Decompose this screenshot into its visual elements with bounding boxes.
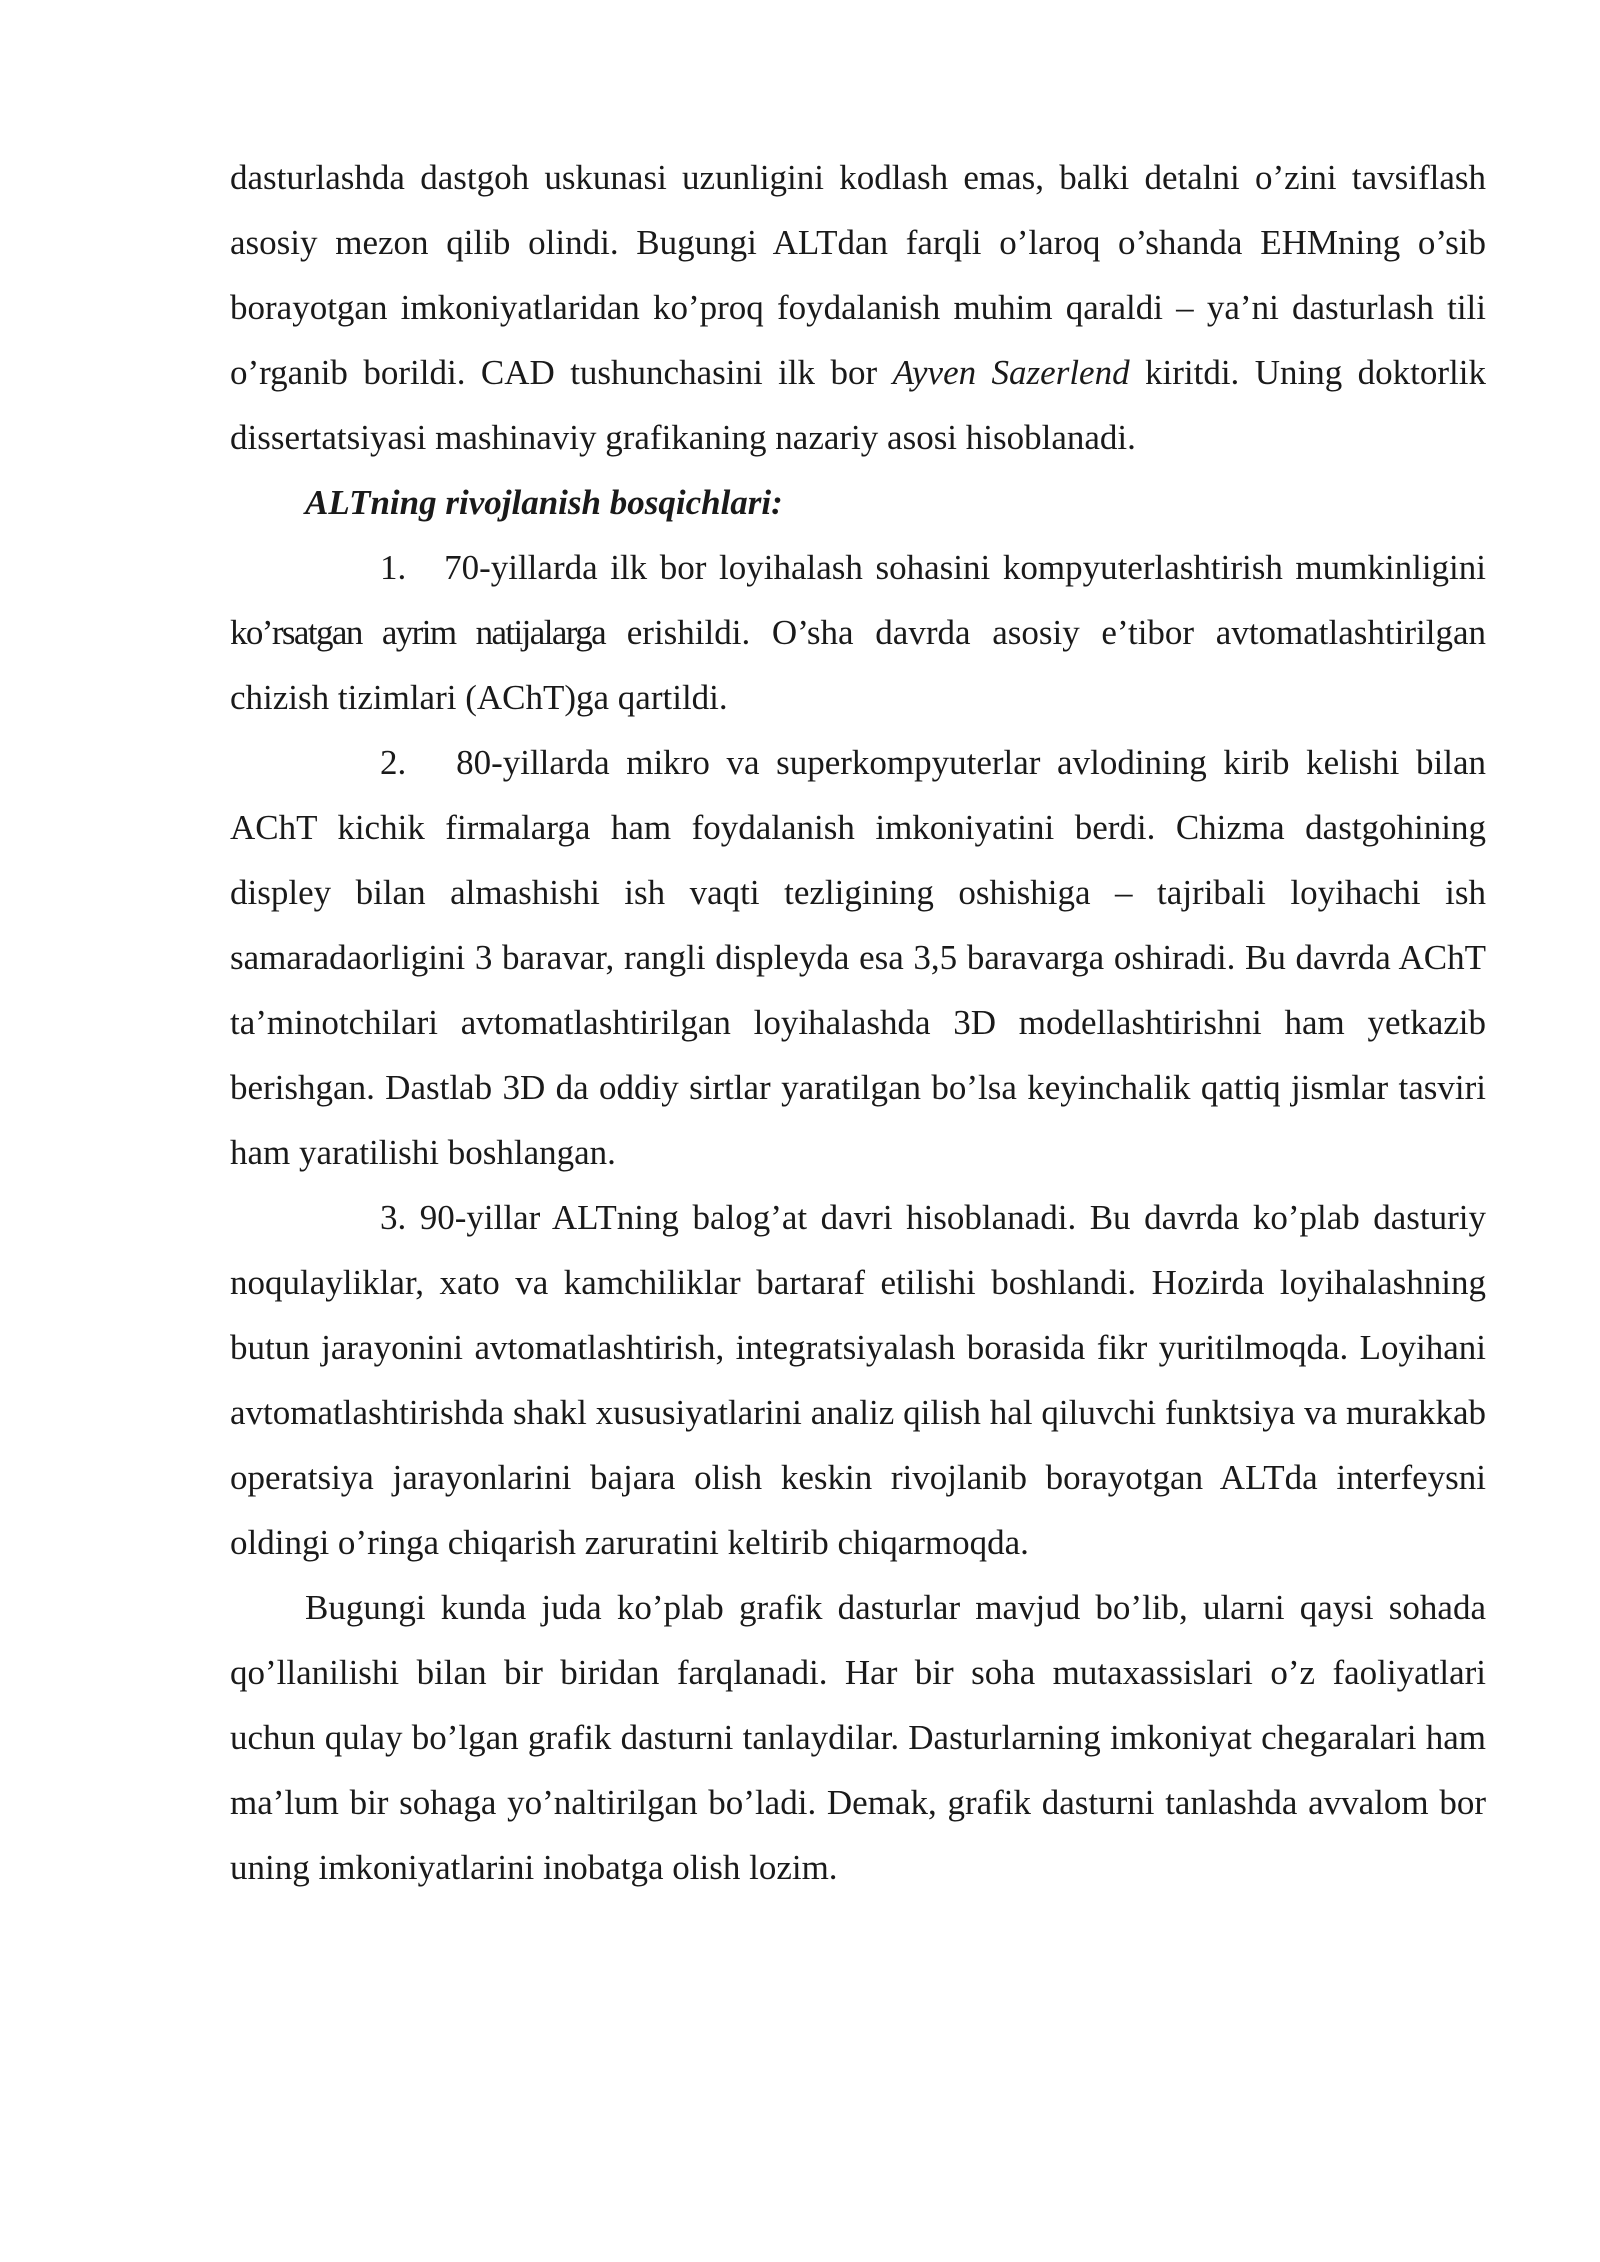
paragraph-intro (230, 145, 1486, 470)
list-item-text: 70-yillarda ilk bor loyihalash sohasini kompyuterlashtirish mumkinligini (444, 548, 1487, 587)
author-name-italic: Ayven Sazerlend (892, 353, 1130, 392)
list-item-text-condensed: ko’rsatgan ayrim natijalarga (230, 613, 606, 652)
section-heading: ALTning rivojlanish bosqichlari: (305, 483, 783, 522)
paragraph-intro-text: dasturlashda dastgoh uskunasi uzunligini kodlash emas, balki detalni o’zini tavsiflash asosiy mezon qilib olindi. Bugungi ALTdan farqli o’laroq o’shanda EHMning o’sib borayotgan imkoniyatlaridan ko’proq foydalanish muhim qaraldi – ya’ni dasturlash tili o’rganib borildi. CAD tushunchasini ilk bor (230, 158, 1486, 392)
list-item-text-rest: erishildi. O’sha davrda asosiy e’tibor avtomatlashtirilgan chizish tizimlari (AChT)ga qartildi. (230, 613, 1486, 717)
list-item-2 (230, 730, 1486, 1185)
list-item-number: 2. (380, 743, 407, 782)
list-item-1 (230, 535, 1486, 730)
paragraph-final: Bugungi kunda juda ko’plab grafik dasturlar mavjud bo’lib, ularni qaysi sohada qo’llanilishi bilan bir biridan farqlanadi. Har bir soha mutaxassislari o’z faoliyatlari uchun qulay bo’lgan grafik dasturni tanlaydilar. Dasturlarning imkoniyat chegaralari ham ma’lum bir sohaga yo’naltirilgan bo’ladi. Demak, grafik dasturni tanlashda avvalom bor uning imkoniyatlarini inobatga olish lozim. (230, 1588, 1486, 1887)
document-body (230, 145, 1486, 1900)
list-item-3 (230, 1185, 1486, 1575)
list-item-text: 80-yillarda mikro va superkompyuterlar avlodining kirib kelishi bilan AChT kichik firmalarga ham foydalanish imkoniyatini berdi. Chizma dastgohining displey bilan almashishi ish vaqti tezligining oshishiga – tajribali loyihachi ish samaradaorligini 3 baravar, rangli displeyda esa 3,5 baravarga oshiradi. Bu davrda AChT ta’minotchilari avtomatlashtirilgan loyihalashda 3D modellashtirishni ham yetkazib berishgan. Dastlab 3D da oddiy sirtlar yaratilgan bo’lsa keyinchalik qattiq jismlar tasviri ham yaratilishi boshlangan. (230, 743, 1486, 1172)
paragraph-intro-text-end: kiritdi. Uning doktorlik dissertatsiyasi mashinaviy grafikaning nazariy asosi hisoblanadi. (230, 353, 1486, 457)
list-item-number: 3. (380, 1198, 407, 1237)
list-item-text: 90-yillar ALTning balog’at davri hisoblanadi. Bu davrda ko’plab dasturiy noqulayliklar, xato va kamchiliklar bartaraf etilishi boshlandi. Hozirda loyihalashning butun jarayonini avtomatlashtirish, integratsiyalash borasida fikr yuritilmoqda. Loyihani avtomatlashtirishda shakl xususiyatlarini analiz qilish hal qiluvchi funktsiya va murakkab operatsiya jarayonlarini bajara olish keskin rivojlanib borayotgan ALTda interfeysni oldingi o’ringa chiqarish zaruratini keltirib chiqarmoqda. (230, 1198, 1487, 1562)
list-item-number: 1. (380, 548, 407, 587)
